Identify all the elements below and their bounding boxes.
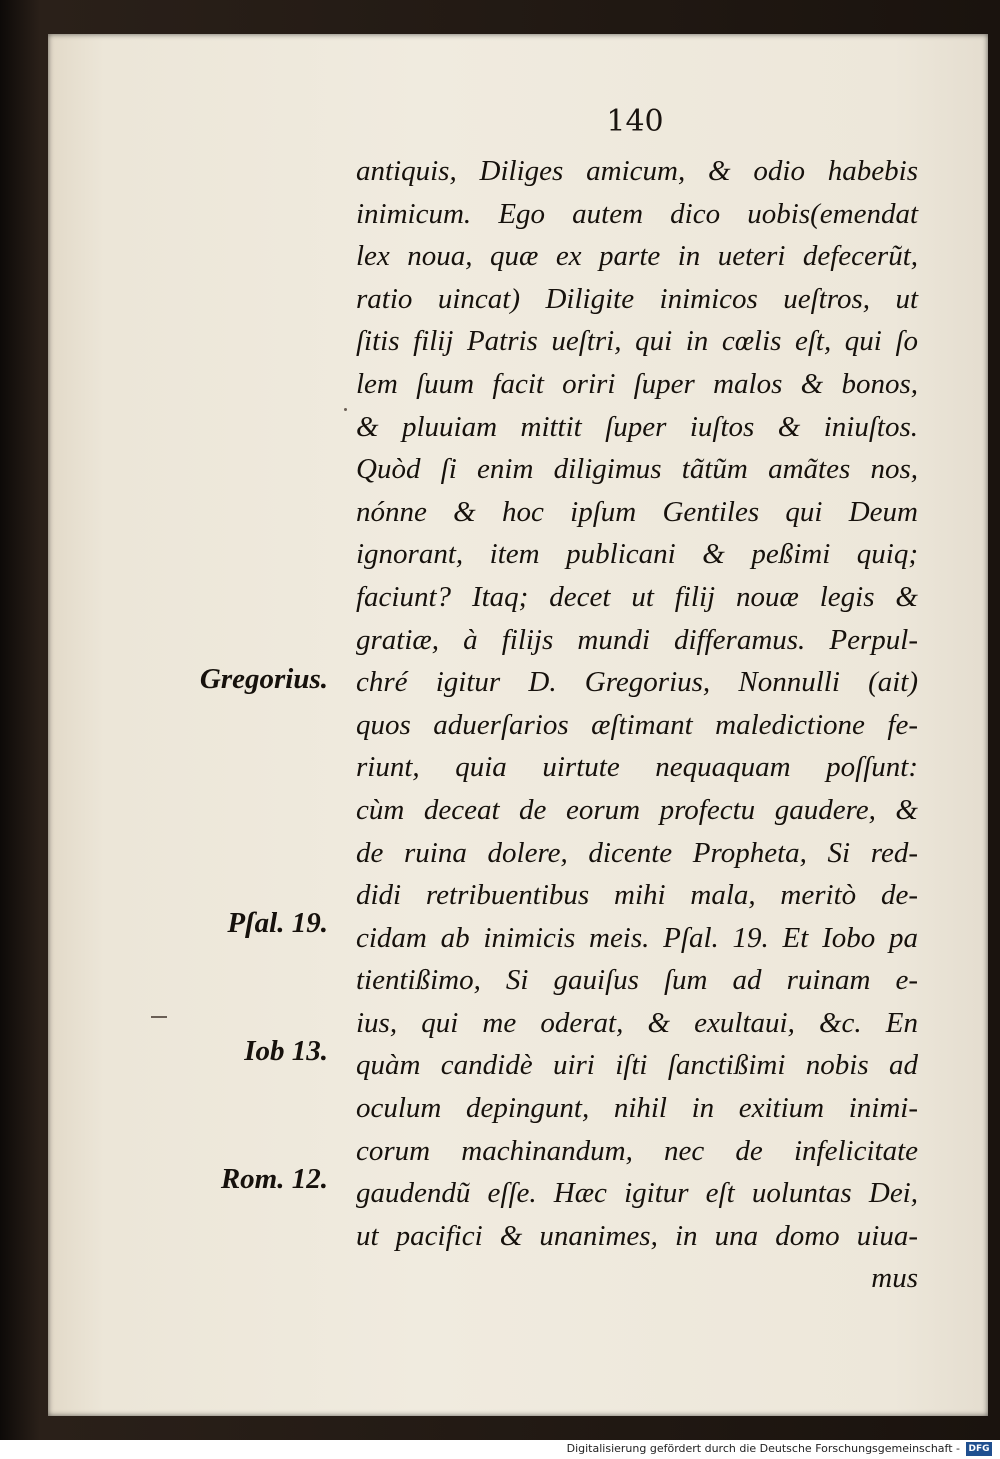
marginal-note-romans: Rom. 12. [220, 1163, 328, 1195]
ink-speck [344, 408, 347, 411]
text-line: & pluuiam mittit ſuper iuſtos & iniuſtos. [356, 410, 918, 443]
footer-bar [0, 1440, 1000, 1459]
margin-dash [151, 1016, 167, 1018]
text-line: cidam ab inimicis meis. Pſal. 19. Et Iobo pa [356, 921, 918, 954]
marginal-note-job: Iob 13. [244, 1035, 328, 1067]
text-line: quos aduerſarios æſtimant maledictione fe- [356, 708, 918, 741]
text-line: chré igitur D. Gregorius, Nonnulli (ait) [356, 666, 918, 699]
funding-notice: Digitalisierung gefördert durch die Deutsche Forschungsgemeinschaft - [566, 1442, 960, 1455]
marginal-note-psalm: Pſal. 19. [227, 907, 328, 939]
text-line: nónne & hoc ipſum Gentiles qui Deum [356, 495, 918, 528]
text-line: ut pacifici & unanimes, in una domo uiua- [356, 1219, 918, 1252]
text-line: lex noua, quæ ex parte in ueteri defecerũt, [356, 240, 918, 273]
page-number: 140 [606, 104, 664, 139]
text-line: de ruina dolere, dicente Propheta, Si red- [356, 836, 918, 869]
text-line: cùm deceat de eorum profectu gaudere, & [356, 793, 918, 826]
text-line: antiquis, Diliges amicum, & odio habebis [356, 155, 918, 187]
text-line: riunt, quia uirtute nequaquam poſſunt: [356, 751, 918, 784]
text-line: gaudendũ eſſe. Hæc igitur eſt uoluntas Dei, [356, 1177, 918, 1210]
text-line: Quòd ſi enim diligimus tãtũm amãtes nos, [356, 453, 918, 486]
text-line: oculum depingunt, nihil in exitium inimi- [356, 1092, 918, 1125]
text-line: ius, qui me oderat, & exultaui, &c. En [356, 1006, 918, 1039]
text-line: quàm candidè uiri iſti ſanctißimi nobis ad [356, 1049, 918, 1082]
text-line: ſitis filij Patris ueſtri, qui in cœlis eſt, qui ſo [356, 325, 918, 358]
text-line: ignorant, item publicani & peßimi quiq; [356, 538, 918, 571]
text-line: ratio uincat) Diligite inimicos ueſtros, ut [356, 282, 918, 315]
text-line: tientißimo, Si gauiſus ſum ad ruinam e- [356, 964, 918, 997]
dfg-logo-icon: DFG [966, 1442, 992, 1456]
text-line: corum machinandum, nec de infelicitate [356, 1134, 918, 1167]
body-text [356, 150, 918, 1300]
catchword: mus [871, 1262, 918, 1295]
text-line: faciunt? Itaq; decet ut filij nouæ legis & [356, 580, 918, 613]
text-line: lem ſuum facit oriri ſuper malos & bonos, [356, 367, 918, 400]
marginal-note-gregorius: Gregorius. [199, 663, 328, 695]
text-line: inimicum. Ego autem dico uobis(emendat [356, 197, 918, 230]
text-line: didi retribuentibus mihi mala, meritò de- [356, 879, 918, 912]
text-line: gratiæ, à filijs mundi differamus. Perpul- [356, 623, 918, 656]
